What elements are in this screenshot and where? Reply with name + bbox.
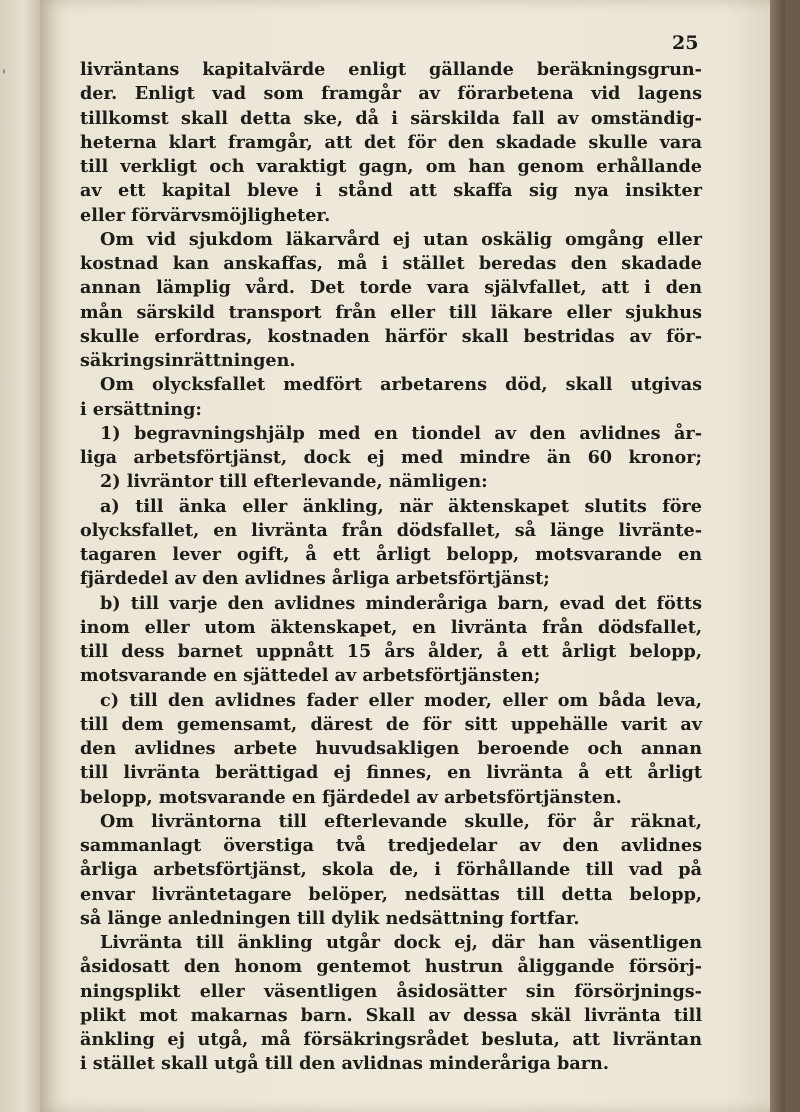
text-line: ningsplikt eller väsentligen åsidosätter sin försörjnings- (80, 980, 702, 1002)
text-line: åsidosatt den honom gentemot hustrun åliggande försörj- (80, 956, 702, 978)
text-line: c) till den avlidnes fader eller moder, eller om båda leva, (100, 689, 702, 711)
text-line: till dem gemensamt, därest de för sitt uppehälle varit av (80, 713, 702, 735)
text-line: der. Enligt vad som framgår av förarbetena vid lagens (80, 83, 702, 105)
text-line: inom eller utom äktenskapet, en livränta från dödsfallet, (80, 616, 702, 638)
text-line: av ett kapital bleve i stånd att skaffa sig nya insikter (80, 180, 702, 202)
text-line: annan lämplig vård. Det torde vara självfallet, att i den (80, 277, 702, 299)
text-line: heterna klart framgår, att det för den skadade skulle vara (80, 131, 702, 153)
page-stack-edge (770, 0, 785, 1112)
text-line: Om vid sjukdom läkarvård ej utan oskälig omgång eller (100, 228, 702, 250)
text-line: årliga arbetsförtjänst, skola de, i förhållande till vad på (80, 859, 702, 881)
text-line: 1) begravningshjälp med en tiondel av den avlidnes år- (100, 422, 702, 444)
text-line: a) till änka eller änkling, när äktenskapet slutits före (100, 495, 702, 517)
page-number: 25 (672, 32, 699, 54)
text-line: säkringsinrättningen. (80, 350, 296, 371)
text-line: livräntans kapitalvärde enligt gällande beräkningsgrun- (80, 59, 702, 80)
text-line: skulle erfordras, kostnaden härför skall bestridas av för- (80, 325, 702, 347)
text-line: kostnad kan anskaffas, må i stället beredas den skadade (80, 253, 702, 274)
text-line: plikt mot makarnas barn. Skall av dessa skäl livränta till (80, 1004, 702, 1026)
text-line: liga arbetsförtjänst, dock ej med mindre än 60 kronor; (80, 447, 702, 468)
text-line: till dess barnet uppnått 15 års ålder, å ett årligt belopp, (80, 641, 702, 662)
text-line: Livränta till änkling utgår dock ej, där han väsentligen (100, 932, 702, 953)
book-page (40, 0, 785, 1112)
text-line: mån särskild transport från eller till läkare eller sjukhus (80, 301, 702, 323)
text-line: Om livräntorna till efterlevande skulle, för år räknat, (100, 810, 702, 832)
text-line: Om olycksfallet medfört arbetarens död, skall utgivas (100, 374, 702, 396)
text-line: 2) livräntor till efterlevande, nämligen: (100, 471, 488, 493)
facing-page-edge (0, 0, 41, 1112)
text-line: sammanlagt överstiga två tredjedelar av den avlidnes (80, 835, 702, 856)
text-line: så länge anledningen till dylik nedsättning fortfar. (80, 907, 580, 929)
text-line: änkling ej utgå, må försäkringsrådet besluta, att livräntan (80, 1029, 702, 1050)
text-line: motsvarande en sjättedel av arbetsförtjänsten; (80, 665, 541, 687)
margin-mark: ' (2, 68, 6, 84)
text-line: den avlidnes arbete huvudsakligen beroende och annan (80, 738, 702, 759)
text-line: b) till varje den avlidnes minderåriga barn, evad det fötts (100, 592, 702, 614)
text-line: i ersättning: (80, 398, 202, 420)
text-line: fjärdedel av den avlidnes årliga arbetsförtjänst; (80, 568, 550, 590)
text-line: till livränta berättigad ej finnes, en livränta å ett årligt (80, 762, 702, 784)
text-line: tagaren lever ogift, å ett årligt belopp, motsvarande en (80, 544, 702, 565)
text-line: till verkligt och varaktigt gagn, om han genom erhållande (80, 156, 702, 177)
body-text (80, 58, 702, 1077)
text-line: envar livräntetagare belöper, nedsättas till detta belopp, (80, 883, 702, 905)
text-line: eller förvärvsmöjligheter. (80, 204, 331, 226)
text-line: tillkomst skall detta ske, då i särskilda fall av omständig- (80, 107, 702, 129)
text-line: belopp, motsvarande en fjärdedel av arbetsförtjänsten. (80, 786, 622, 808)
text-line: olycksfallet, en livränta från dödsfallet, så länge livränte- (80, 519, 702, 541)
text-line: i stället skall utgå till den avlidnas minderåriga barn. (80, 1053, 609, 1075)
